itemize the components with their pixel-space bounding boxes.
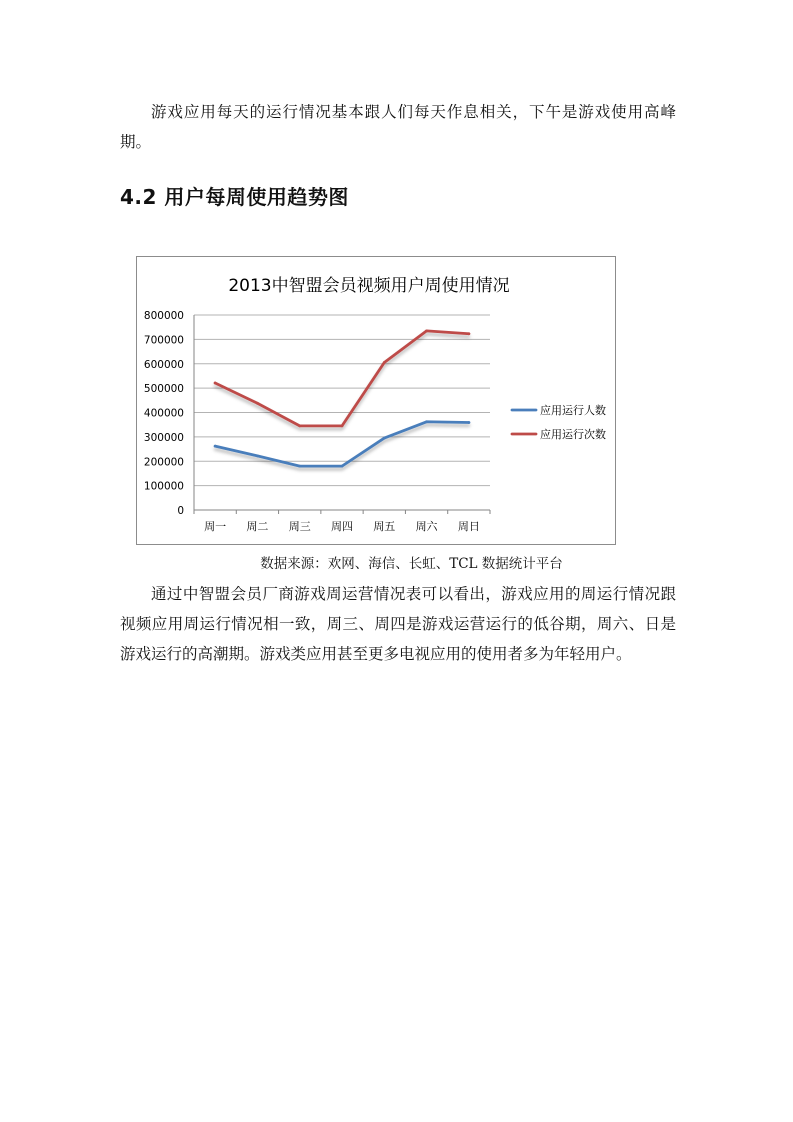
y-tick-label: 600000: [143, 358, 184, 371]
y-tick-label: 300000: [143, 431, 184, 444]
series-1-point: [298, 465, 301, 468]
series-1-point: [256, 454, 259, 457]
y-tick-label: 400000: [143, 407, 184, 420]
series-2-point: [383, 361, 386, 364]
series-1-point: [341, 465, 344, 468]
series-line-2: [215, 331, 469, 426]
series-1-point: [425, 420, 428, 423]
series-1-point: [214, 445, 217, 448]
intro-paragraph: 游戏应用每天的运行情况基本跟人们每天作息相关，下午是游戏使用高峰期。: [120, 103, 676, 151]
body-paragraph: 通过中智盟会员厂商游戏周运营情况表可以看出，游戏应用的周运行情况跟视频应用周运行情况相一致，周三、周四是游戏运营运行的低谷期，周六、日是游戏运行的高潮期。游戏类应用甚至更多电视应用的使用者多为年轻用户。: [120, 585, 676, 663]
y-tick-label: 700000: [143, 334, 184, 347]
series-2-point: [341, 425, 344, 428]
y-tick-label: 200000: [143, 456, 184, 469]
legend-label: 应用运行次数: [540, 428, 606, 441]
line-chart: [137, 257, 617, 546]
series-2-point: [425, 329, 428, 332]
x-tick-label: 周一: [204, 520, 227, 533]
x-tick-label: 周六: [415, 520, 438, 533]
x-tick-label: 周三: [288, 520, 311, 533]
y-tick-label: 0: [177, 505, 184, 517]
series-line-1: [215, 422, 469, 466]
series-1-point: [383, 437, 386, 440]
figure-caption: 数据来源：欢网、海信、长虹、TCL 数据统计平台: [260, 556, 563, 572]
y-tick-label: 500000: [143, 383, 184, 396]
chart-figure: [136, 256, 616, 545]
series-1-point: [467, 421, 470, 424]
x-tick-label: 周日: [457, 520, 480, 533]
x-tick-label: 周五: [373, 520, 396, 533]
chart-title: 2013中智盟会员视频用户周使用情况: [228, 276, 510, 296]
y-tick-label: 800000: [143, 310, 184, 322]
series-2-point: [214, 382, 217, 385]
x-tick-label: 周二: [246, 520, 269, 533]
x-tick-label: 周四: [331, 520, 353, 533]
series-2-point: [467, 332, 470, 335]
section-heading: 4.2 用户每周使用趋势图: [120, 185, 349, 209]
series-2-point: [256, 402, 259, 405]
legend-label: 应用运行人数: [540, 404, 606, 417]
series-2-point: [298, 425, 301, 428]
y-tick-label: 100000: [143, 480, 184, 493]
